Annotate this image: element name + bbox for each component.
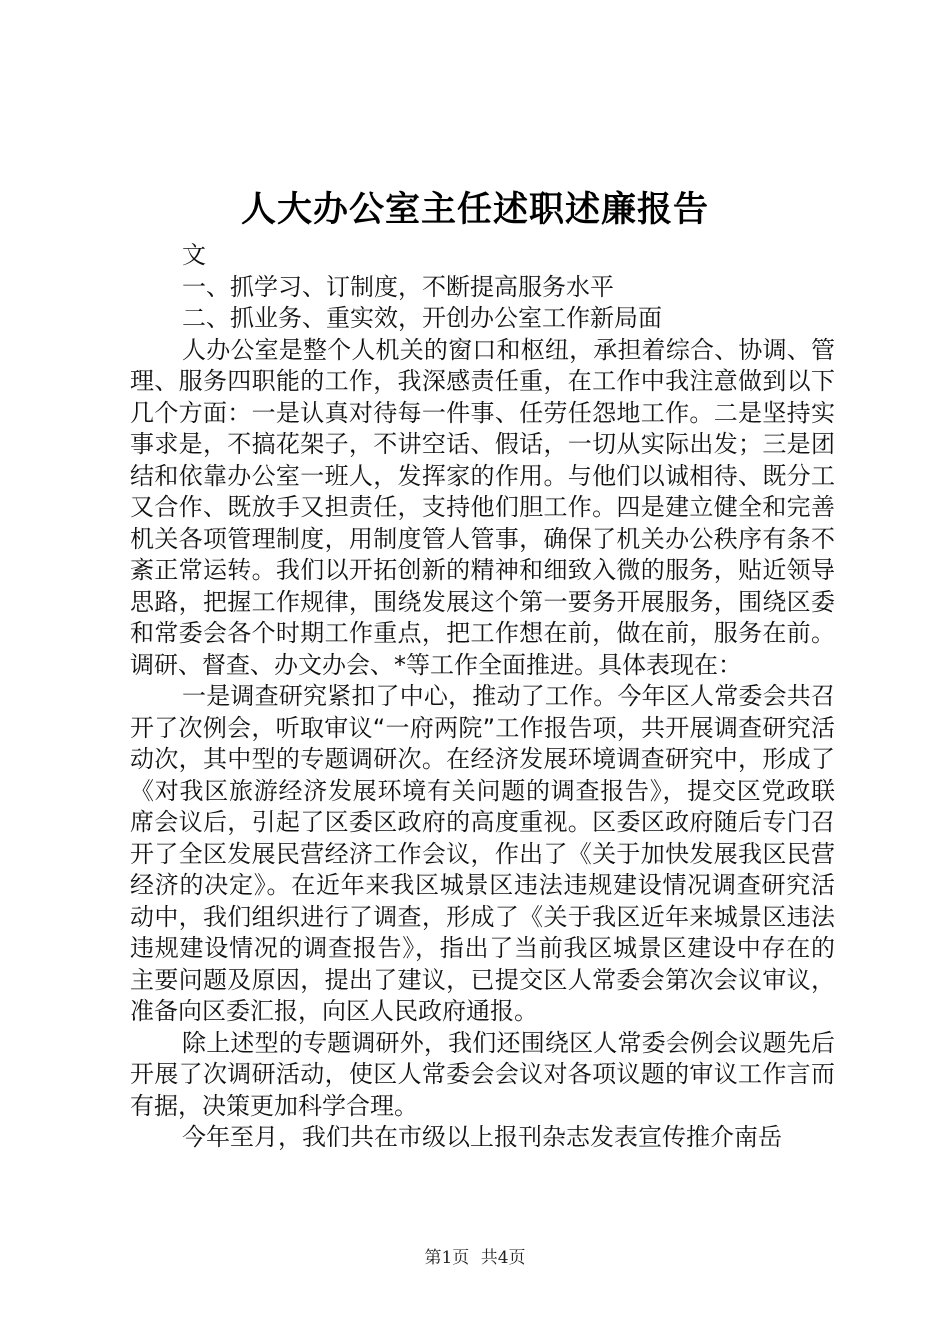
page-footer [0, 1243, 950, 1268]
section-heading-1: 一、抓学习、订制度，不断提高服务水平 [182, 272, 614, 301]
paragraph: 一是调查研究紧扣了中心，推动了工作。今年区人常委会共召开了次例会，听取审议“一府两院”工作报告项，共开展调查研究活动次，其中型的专题调研次。在经济发展环境调查研究中，形成了《对我区旅游经济发展环境有关问题的调查报告》，提交区党政联席会议后，引起了区委区政府的高度重视。区委区政府随后专门召开了全区发展民营经济工作会议，作出了《关于加快发展我区民营经济的决定》。在近年来我区城景区违法违规建设情况调查研究活动中，我们组织进行了调查，形成了《关于我区近年来城景区违法违规建设情况的调查报告》，指出了当前我区城景区建设中存在的主要问题及原因，提出了建议，已提交区人常委会第次会议审议，准备向区委汇报，向区人民政府通报。 [130, 682, 835, 1025]
page-total: 共4页 [480, 1248, 526, 1268]
document-body [130, 240, 835, 1154]
document-title: 人大办公室主任述职述廉报告 [240, 189, 709, 230]
section-heading-2: 二、抓业务、重实效，开创办公室工作新局面 [182, 304, 662, 332]
paragraph: 除上述型的专题调研外，我们还围绕区人常委会例会议题先后开展了次调研活动，使区人常委会会议对各项议题的审议工作言而有据，决策更加科学合理。 [130, 1028, 835, 1120]
body-line: 文 [182, 241, 206, 269]
page-number: 第1页 [424, 1248, 470, 1268]
paragraph: 人办公室是整个人机关的窗口和枢纽，承担着综合、协调、管理、服务四职能的工作，我深感责任重，在工作中我注意做到以下几个方面：一是认真对待每一件事、任劳任怨地工作。二是坚持实事求是，不搞花架子，不讲空话、假话，一切从实际出发；三是团结和依靠办公室一班人，发挥家的作用。与他们以诚相待、既分工又合作、既放手又担责任，支持他们胆工作。四是建立健全和完善机关各项管理制度，用制度管人管事，确保了机关办公秩序有条不紊正常运转。我们以开拓创新的精神和细致入微的服务，贴近领导思路，把握工作规律，围绕发展这个第一要务开展服务，围绕区委和常委会各个时期工作重点，把工作想在前，做在前，服务在前。调研、督查、办文办会、*等工作全面推进。具体表现在： [130, 335, 835, 679]
paragraph: 今年至月，我们共在市级以上报刊杂志发表宣传推介南岳 [182, 1123, 782, 1151]
